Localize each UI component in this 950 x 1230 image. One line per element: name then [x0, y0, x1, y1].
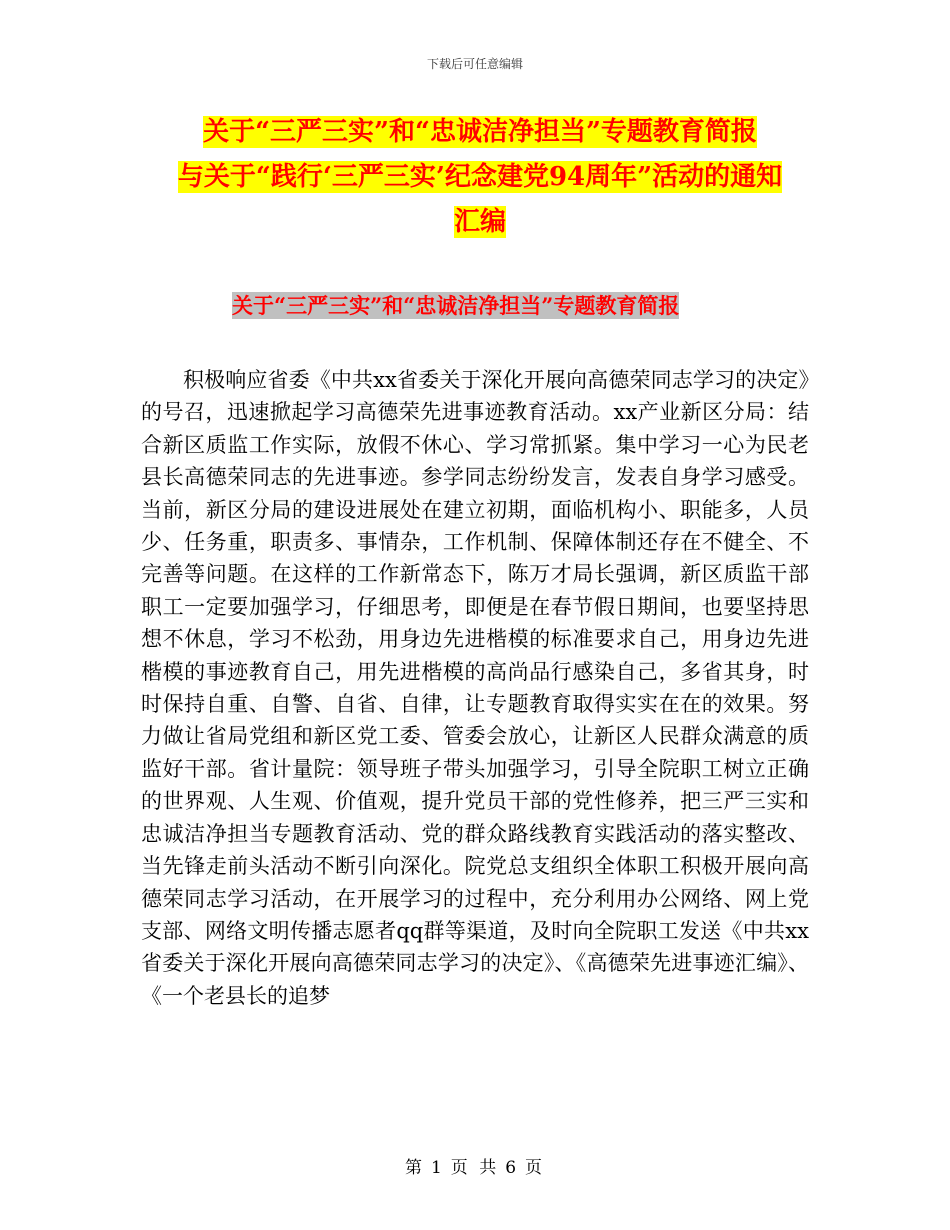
section-heading-text: 关于“三严三实”和“忠诚洁净担当”专题教育简报: [232, 293, 680, 318]
section-heading: [232, 291, 679, 321]
footer-page-number: 1: [430, 1158, 445, 1178]
header-note: 下载后可任意编辑: [426, 57, 523, 71]
document-title: [140, 110, 820, 245]
title-line-3: 汇编: [453, 207, 506, 237]
title-line-2: 与关于“践行‘三严三实’纪念建党94周年”活动的通知: [177, 162, 783, 192]
body-paragraph: 积极响应省委《中共xx省委关于深化开展向高德荣同志学习的决定》的号召，迅速掀起学习高德荣先进事迹教育活动。xx产业新区分局：结合新区质监工作实际，放假不休心、学习常抓紧。集中学习一心为民老县长高德荣同志的先进事迹。参学同志纷纷发言，发表自身学习感受。当前，新区分局的建设进展处在建立初期，面临机构小、职能多，人员少、任务重，职责多、事情杂，工作机制、保障体制还存在不健全、不完善等问题。在这样的工作新常态下，陈万才局长强调，新区质监干部职工一定要加强学习，仔细思考，即便是在春节假日期间，也要坚持思想不休息，学习不松劲，用身边先进楷模的标准要求自己，用身边先进楷模的事迹教育自己，用先进楷模的高尚品行感染自己，多省其身，时时保持自重、自警、自省、自律，让专题教育取得实实在在的效果。努力做让省局党组和新区党工委、管委会放心，让新区人民群众满意的质监好干部。省计量院：领导班子带头加强学习，引导全院职工树立正确的世界观、人生观、价值观，提升党员干部的党性修养，把三严三实和忠诚洁净担当专题教育活动、党的群众路线教育实践活动的落实整改、当先锋走前头活动不断引向深化。院党总支组织全体职工积极开展向高德荣同志学习活动，在开展学习的过程中，充分利用办公网络、网上党支部、网络文明传播志愿者qq群等渠道，及时向全院职工发送《中共xx省委关于深化开展向高德荣同志学习的决定》、《高德荣先进事迹汇编》、《一个老县长的追梦: [141, 368, 809, 1008]
footer-suffix: 页: [525, 1158, 546, 1178]
title-line-1: 关于“三严三实”和“忠诚洁净担当”专题教育简报: [203, 117, 757, 147]
footer-total-pages: 6: [505, 1158, 520, 1178]
footer-middle: 页 共: [450, 1158, 500, 1178]
footer-prefix: 第: [404, 1158, 425, 1178]
page-footer: [0, 1153, 950, 1178]
